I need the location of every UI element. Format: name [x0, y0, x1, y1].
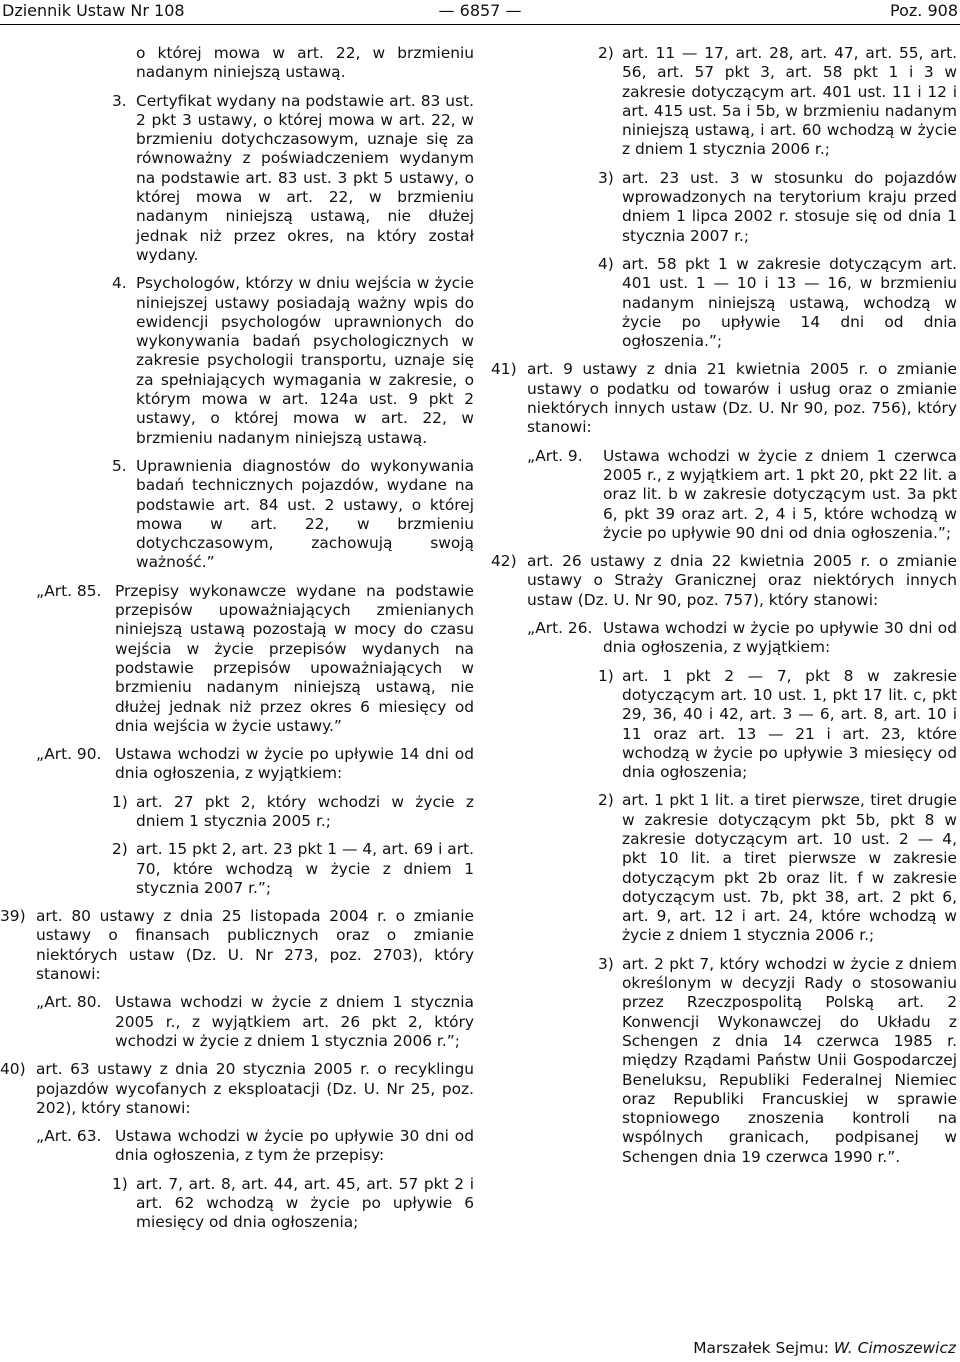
paragraph-text: Ustawa wchodzi w życie po upływie 30 dni od dnia ogłoszenia, z wyjątkiem:: [603, 619, 957, 657]
paragraph-text: art. 15 pkt 2, art. 23 pkt 1 — 4, art. 69 i art. 70, które wchodzą w życie z dniem 1 stycznia 2007 r.”;: [136, 840, 474, 897]
paragraph: [491, 955, 957, 1167]
paragraph: [0, 44, 474, 83]
paragraph: [0, 907, 474, 984]
paragraph: [0, 1175, 474, 1233]
paragraph-text: art. 26 ustawy z dnia 22 kwietnia 2005 r. o zmianie ustawy o Straży Granicznej oraz niektórych innych ustaw (Dz. U. Nr 90, poz. 757), który stanowi:: [527, 552, 957, 609]
paragraph-text: Ustawa wchodzi w życie po upływie 14 dni od dnia ogłoszenia, z wyjątkiem:: [115, 745, 474, 783]
paragraph-text: Certyfikat wydany na podstawie art. 83 ust. 2 pkt 3 ustawy, o której mowa w art. 22, w brzmieniu dotychczasowym, uznaje się za równoważny z poświadczeniem wydanym na podstawie art. 83 ust. 3 pkt 5 ustawy, o której mowa w art. 22, w brzmieniu nadanym niniejszą ustawą, nie dłużej jednak niż przez okres, na który został wydany.: [136, 91, 474, 264]
paragraph-text: Psychologów, którzy w dniu wejścia w życie niniejszej ustawy posiadają ważny wpis do ewidencji psychologów uprawnionych do wykonywania badań psychologicznych w zakresie psychologii transportu, uznaje się za spełniających wymagania w zakresie, o którym mowa w art. 124a ust. 9 pkt 2 ustawy, o której mowa w art. 22, w brzmieniu nadanym niniejszą ustawą.: [136, 274, 474, 447]
paragraph-text: art. 7, art. 8, art. 44, art. 45, art. 57 pkt 2 i art. 62 wchodzą w życie po upływie 6 miesięcy od dnia ogłoszenia;: [136, 1174, 474, 1232]
paragraph-text: art. 23 ust. 3 w stosunku do pojazdów wprowadzonych na terytorium kraju przed dniem 1 lipca 2002 r. stosuje się od dnia 1 stycznia 2007 r.;: [622, 168, 957, 245]
paragraph-number: „Art. 85.: [36, 581, 102, 600]
signature-name: W. Cimoszewicz: [833, 1339, 956, 1357]
paragraph: [491, 447, 957, 543]
paragraph: [491, 791, 957, 945]
position-number: Poz. 908: [890, 1, 958, 20]
paragraph-number: 42): [491, 552, 517, 571]
paragraph-number: 40): [0, 1060, 26, 1079]
paragraph: [0, 274, 474, 448]
paragraph: [491, 255, 957, 351]
paragraph: [0, 793, 474, 832]
left-column: [0, 44, 474, 1242]
journal-title: Dziennik Ustaw Nr 108: [2, 1, 185, 20]
paragraph-text: Ustawa wchodzi w życie po upływie 30 dni od dnia ogłoszenia, z tym że przepisy:: [115, 1127, 474, 1165]
paragraph-number: 3.: [112, 91, 127, 110]
paragraph-number: 4): [598, 254, 614, 273]
paragraph: [491, 44, 957, 160]
page-number: — 6857 —: [438, 1, 522, 20]
paragraph-text: art. 11 — 17, art. 28, art. 47, art. 55, art. 56, art. 57 pkt 3, art. 58 pkt 1 i 3 w zakresie dotyczącym art. 401 ust. 11 i 12 i art. 415 ust. 5a i 5b, w brzmieniu nadanym niniejszą ustawą, i art. 60 wchodzą w życie z dniem 1 stycznia 2006 r.;: [622, 44, 957, 159]
paragraph-number: „Art. 90.: [36, 745, 102, 764]
paragraph: [0, 1060, 474, 1118]
paragraph-number: 4.: [112, 274, 127, 293]
paragraph-text: art. 2 pkt 7, który wchodzi w życie z dniem określonym w decyzji Rady o stosowaniu przez Rzeczpospolitą Polską art. 2 Konwencji Wykonawczej do Układu z Schengen z dnia 14 czerwca 1985 r. między Rządami Państw Unii Gospodarczej Beneluksu, Republiki Federalnej Niemiec oraz Republiki Francuskiej w sprawie stopniowego znoszenia kontroli na wspólnych granicach, podpisanej w Schengen dnia 19 czerwca 1990 r.”.: [622, 954, 957, 1166]
signature: [693, 1339, 956, 1358]
page-header: [0, 0, 960, 26]
paragraph-text: o której mowa w art. 22, w brzmieniu nadanym niniejszą ustawą.: [136, 44, 474, 82]
paragraph: [0, 457, 474, 573]
paragraph: [0, 745, 474, 784]
signature-label: Marszałek Sejmu:: [693, 1339, 829, 1357]
paragraph-number: „Art. 26.: [527, 619, 593, 638]
right-column: [491, 44, 957, 1176]
header-rule: [0, 24, 960, 25]
paragraph: [491, 360, 957, 437]
paragraph-number: 1): [112, 1174, 128, 1193]
paragraph-text: art. 63 ustawy z dnia 20 stycznia 2005 r. o recyklingu pojazdów wycofanych z eksploatacji (Dz. U. Nr 25, poz. 202), który stanowi:: [36, 1060, 474, 1117]
paragraph-text: art. 1 pkt 2 — 7, pkt 8 w zakresie dotyczącym art. 10 ust. 1, pkt 17 lit. c, pkt 29, 36, 40 i 42, art. 3 — 6, art. 8, art. 10 i 11 oraz art. 13 — 21 i art. 23, które wchodzą w życie po upływie 3 miesięcy od dnia ogłoszenia;: [622, 666, 957, 782]
paragraph-number: 39): [0, 907, 26, 926]
paragraph-number: 1): [598, 666, 614, 685]
paragraph: [491, 619, 957, 658]
paragraph: [0, 993, 474, 1051]
paragraph: [0, 92, 474, 266]
paragraph-number: „Art. 80.: [36, 993, 102, 1012]
paragraph-number: 2): [112, 840, 128, 859]
paragraph-number: 3): [598, 168, 614, 187]
paragraph-text: art. 9 ustawy z dnia 21 kwietnia 2005 r. o zmianie ustawy o podatku od towarów i usług oraz o zmianie niektórych innych ustaw (Dz. U. Nr 90, poz. 756), który stanowi:: [527, 360, 957, 437]
paragraph: [0, 582, 474, 736]
paragraph-number: 1): [112, 792, 128, 811]
paragraph-number: 41): [491, 360, 517, 379]
paragraph: [0, 840, 474, 898]
paragraph-text: art. 80 ustawy z dnia 25 listopada 2004 r. o zmianie ustawy o finansach publicznych oraz o zmianie niektórych ustaw (Dz. U. Nr 273, poz. 2703), który stanowi:: [36, 907, 474, 984]
paragraph-text: Ustawa wchodzi w życie z dniem 1 czerwca 2005 r., z wyjątkiem art. 1 pkt 20, pkt 22 lit. a oraz lit. b w zakresie dotyczącym ust. 3a pkt 6, pkt 39 oraz art. 2, 4 i 5, które wchodzą w życie po upływie 90 dni od dnia ogłoszenia.”;: [603, 446, 957, 542]
paragraph-number: 2): [598, 44, 614, 62]
paragraph-text: art. 27 pkt 2, który wchodzi w życie z dniem 1 stycznia 2005 r.;: [136, 792, 474, 830]
paragraph-number: 2): [598, 791, 614, 810]
paragraph-text: art. 58 pkt 1 w zakresie dotyczącym art. 401 ust. 1 — 10 i 13 — 16, w brzmieniu nadanym niniejszą ustawą, wchodzą w życie po upływie 14 dni od dnia ogłoszenia.”;: [622, 254, 957, 351]
paragraph: [491, 667, 957, 783]
paragraph-number: 3): [598, 954, 614, 973]
paragraph-number: „Art. 9.: [527, 446, 583, 465]
paragraph-number: „Art. 63.: [36, 1127, 102, 1146]
paragraph: [0, 1127, 474, 1166]
paragraph-text: Uprawnienia diagnostów do wykonywania badań technicznych pojazdów, wydane na podstawie art. 84 ust. 2 ustawy, o której mowa w art. 22, w brzmieniu dotychczasowym, zachowują swoją ważność.”: [136, 456, 474, 572]
paragraph-text: Ustawa wchodzi w życie z dniem 1 stycznia 2005 r., z wyjątkiem art. 26 pkt 2, który wchodzi w życie z dniem 1 stycznia 2006 r.”;: [115, 993, 474, 1050]
paragraph-text: art. 1 pkt 1 lit. a tiret pierwsze, tiret drugie w zakresie dotyczącym pkt 5b, pkt 8 w zakresie dotyczącym art. 10 ust. 2 — 4, pkt 10 lit. a tiret pierwsze w zakresie dotyczącym pkt 2b oraz lit. f w zakresie dotyczącym ust. 7b, pkt 38, art. 2 pkt 6, art. 9, art. 12 i art. 24, które wchodzą w życie z dniem 1 stycznia 2006 r.;: [622, 791, 957, 945]
paragraph: [491, 169, 957, 246]
paragraph: [491, 552, 957, 610]
paragraph-number: 5.: [112, 456, 127, 475]
paragraph-text: Przepisy wykonawcze wydane na podstawie przepisów upoważniających zmienianych niniejszą ustawą pozostają w mocy do czasu wejścia w życie przepisów wydanych na podstawie przepisów upoważniających w brzmieniu nadanym niniejszą ustawą, nie dłużej jednak niż przez okres 6 miesięcy od dnia wejścia w życie ustawy.”: [115, 581, 474, 735]
